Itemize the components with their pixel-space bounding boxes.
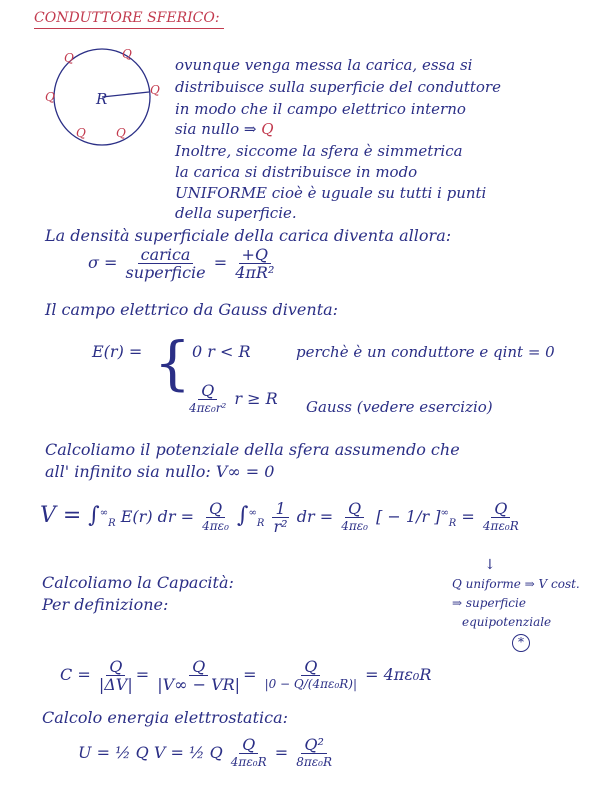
field-case-1: 0 r < R	[192, 342, 251, 361]
density-formula: σ = $\frac{\text{carica}}{\text{superficie}}$ = $\frac{+Q}{\text{4πR²}}$	[88, 245, 275, 282]
field-case-2: $\frac{Q}{\text{4πε₀r²}}$ r ≥ R	[189, 381, 278, 415]
charge-label: Q	[150, 83, 160, 97]
title: CONDUTTORE SFERICO:	[34, 10, 224, 29]
intro-line: Inoltre, siccome la sfera è simmetrica	[175, 142, 463, 160]
note-line: Q uniforme ⇒ V cost.	[452, 577, 580, 591]
field-lhs: E(r) =	[92, 342, 143, 361]
density-text: La densità superficiale della carica diventa allora:	[45, 226, 452, 245]
note-star: *	[512, 634, 530, 652]
capacity-text: Per definizione:	[42, 595, 169, 614]
brace: {	[154, 329, 191, 397]
potential-text: Calcoliamo il potenziale della sfera assumendo che	[45, 440, 460, 459]
intro-line: della superficie.	[175, 204, 297, 222]
note-line: equipotenziale	[462, 615, 552, 629]
charge-label: Q	[64, 51, 74, 65]
charge-label: Q	[116, 126, 126, 140]
intro-line: la carica si distribuisce in modo	[175, 163, 418, 181]
field-reason-1: perchè è un conduttore e qint = 0	[296, 343, 555, 361]
intro-line: sia nullo ⇒	[175, 120, 257, 138]
intro-line: in modo che il campo elettrico interno	[175, 100, 466, 118]
radius-label: R	[96, 90, 108, 108]
charge-label: Q	[45, 90, 55, 104]
potential-formula: $V = \int^\infty_R$ E(r) dr = $\frac{Q}{\text{4πε₀}}$ $\int^\infty_R$ $\frac{1}{\text{r²}}$ dr = $\frac{Q}{\text{4πε₀}}$ [ − 1/r ]$^\infty_R$ = $\frac{Q}{\text{4πε₀R}}$	[40, 499, 519, 536]
intro-line: ovunque venga messa la carica, essa si	[175, 56, 473, 74]
arrow-down-icon: ↓	[484, 557, 496, 573]
intro-line: distribuisce sulla superficie del conduttore	[175, 78, 501, 96]
note-line: ⇒ superficie	[452, 596, 526, 610]
field-reason-2: Gauss (vedere esercizio)	[306, 398, 493, 416]
charge-label: Q	[261, 120, 274, 138]
energy-formula: U = ½ Q V = ½ Q $\frac{Q}{\text{4πε₀R}}$ = $\frac{\text{Q²}}{\text{8πε₀R}}$	[78, 735, 333, 769]
gauss-text: Il campo elettrico da Gauss diventa:	[45, 300, 339, 319]
charge-label: Q	[76, 126, 86, 140]
potential-text: all' infinito sia nullo: V∞ = 0	[45, 462, 275, 481]
capacity-text: Calcoliamo la Capacità:	[42, 573, 234, 592]
energy-text: Calcolo energia elettrostatica:	[42, 708, 289, 727]
capacity-formula: C = $\frac{Q}{|\Delta V|}$ = $\frac{Q}{|V\infty - VR|}$ = $\frac{Q}{\text{|0 − Q/(4πε₀R)|}}$ = 4πε₀R	[60, 657, 432, 694]
intro-line: UNIFORME cioè è uguale su tutti i punti	[175, 184, 487, 202]
charge-label: Q	[122, 47, 132, 61]
